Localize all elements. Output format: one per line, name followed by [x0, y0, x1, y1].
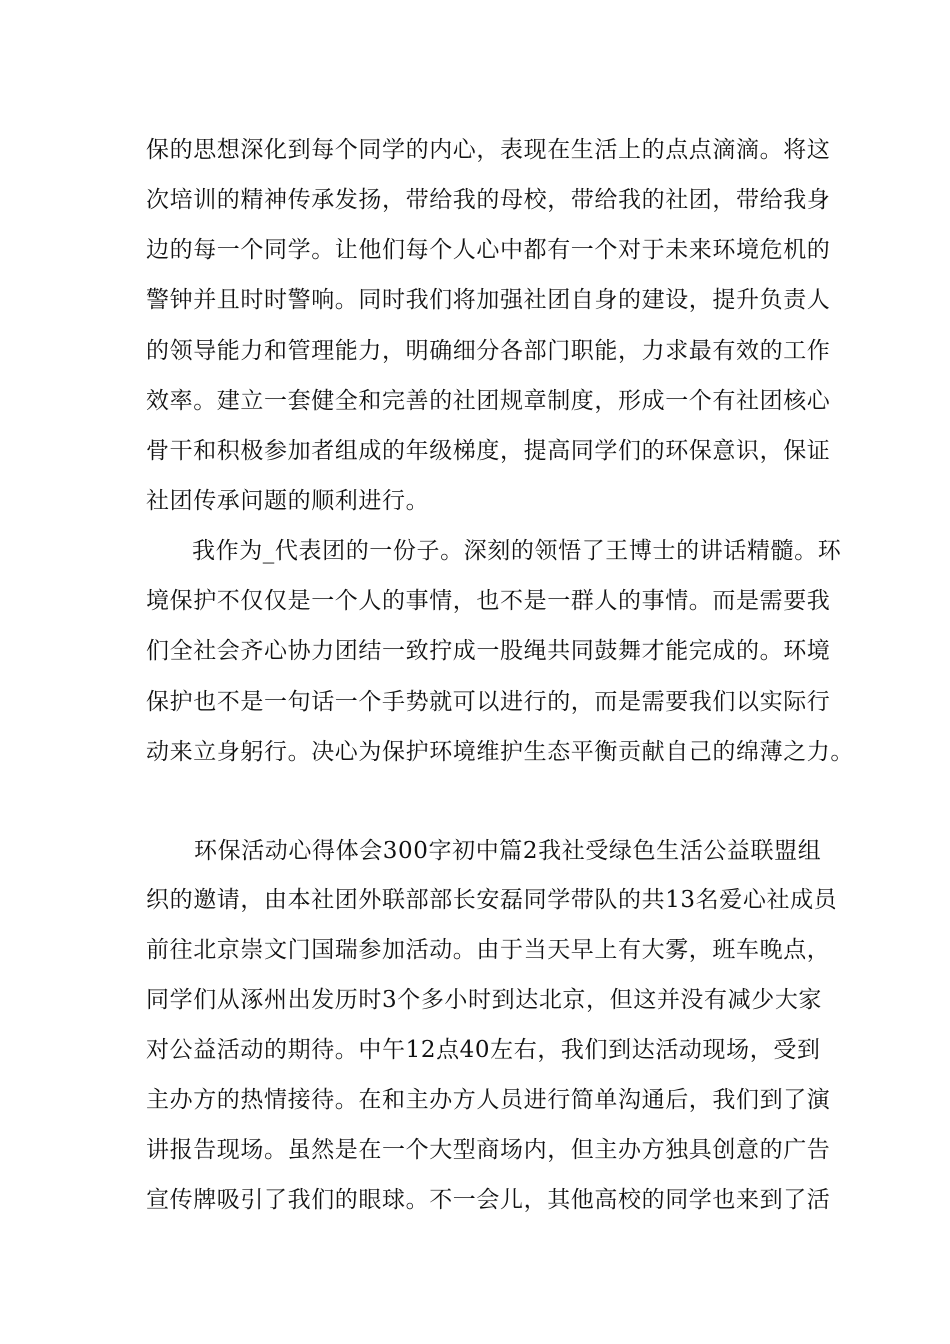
text-line: 宣传牌吸引了我们的眼球。不一会儿，其他高校的同学也来到了活 [146, 1187, 831, 1213]
text-line: 我作为_代表团的一份子。深刻的领悟了王博士的讲话精髓。环 [192, 538, 842, 564]
text-line: 讲报告现场。虽然是在一个大型商场内，但主办方独具创意的广告 [146, 1137, 831, 1163]
text-line: 主办方的热情接待。在和主办方人员进行简单沟通后，我们到了演 [146, 1087, 831, 1113]
text-line: 警钟并且时时警响。同时我们将加强社团自身的建设，提升负责人 [146, 287, 831, 313]
text-line: 边的每一个同学。让他们每个人心中都有一个对于未来环境危机的 [146, 237, 831, 263]
text-line: 对公益活动的期待。中午12点40左右，我们到达活动现场，受到 [146, 1037, 821, 1063]
text-line: 次培训的精神传承发扬，带给我的母校，带给我的社团，带给我身 [146, 187, 831, 213]
text-line: 效率。建立一套健全和完善的社团规章制度，形成一个有社团核心 [146, 388, 831, 414]
text-line: 社团传承问题的顺利进行。 [146, 488, 430, 514]
text-line: 们全社会齐心协力团结一致拧成一股绳共同鼓舞才能完成的。环境 [146, 638, 831, 664]
text-line: 环保活动心得体会300字初中篇2我社受绿色生活公益联盟组 [194, 838, 822, 864]
text-line: 境保护不仅仅是一个人的事情，也不是一群人的事情。而是需要我 [146, 588, 831, 614]
text-line: 保护也不是一句话一个手势就可以进行的，而是需要我们以实际行 [146, 689, 831, 715]
text-line: 骨干和积极参加者组成的年级梯度，提高同学们的环保意识，保证 [146, 438, 831, 464]
text-line: 的领导能力和管理能力，明确细分各部门职能，力求最有效的工作 [146, 338, 831, 364]
text-line: 前往北京崇文门国瑞参加活动。由于当天早上有大雾，班车晚点， [146, 937, 831, 963]
text-line: 动来立身躬行。决心为保护环境维护生态平衡贡献自己的绵薄之力。 [146, 739, 854, 765]
text-line: 同学们从涿州出发历时3个多小时到达北京，但这并没有减少大家 [146, 987, 823, 1013]
text-line: 织的邀请，由本社团外联部部长安磊同学带队的共13名爱心社成员 [146, 887, 838, 913]
text-line: 保的思想深化到每个同学的内心，表现在生活上的点点滴滴。将这 [146, 137, 831, 163]
